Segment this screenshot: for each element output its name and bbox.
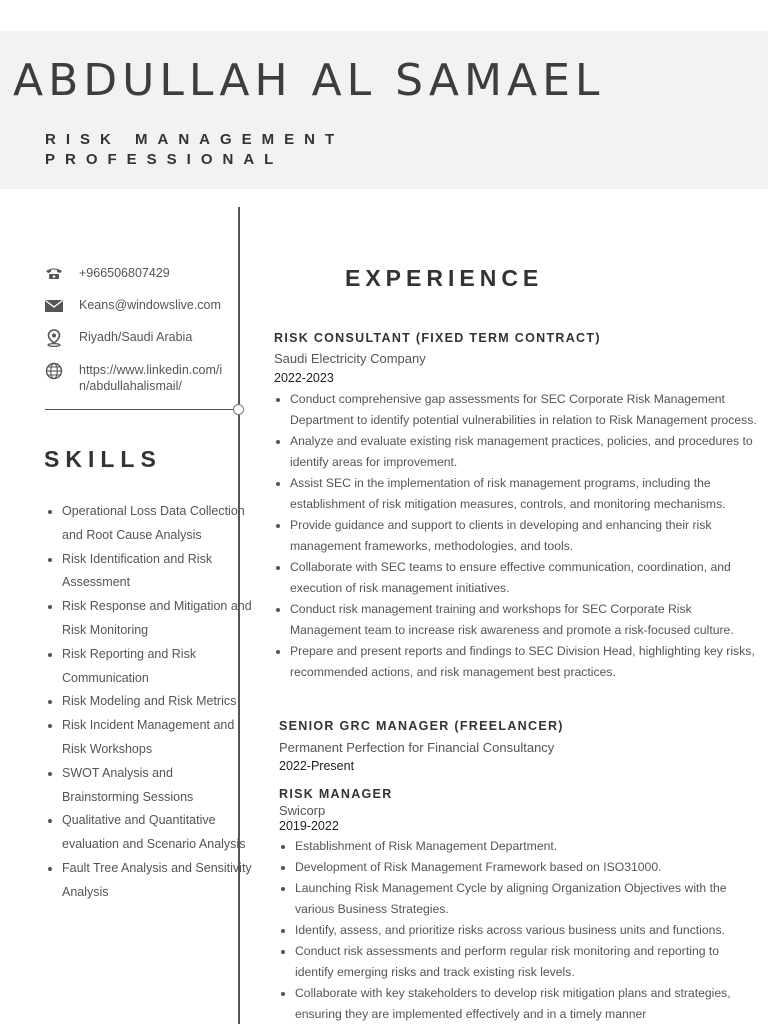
skills-list <box>44 500 252 905</box>
job-company: Swicorp <box>279 803 326 818</box>
contact-linkedin <box>44 362 234 394</box>
job-title-line-2: PROFESSIONAL <box>45 151 284 168</box>
candidate-name: ABDULLAH AL SAMAEL <box>13 55 605 106</box>
job-bullet: • Launching Risk Management Cycle by aligning Organization Objectives with the various Business Strategies. <box>295 878 759 920</box>
skill-item: • Risk Modeling and Risk Metrics <box>62 690 252 714</box>
job-bullet: • Collaborate with SEC teams to ensure effective communication, coordination, and execution of risk management initiatives. <box>290 557 759 599</box>
skill-item: • Operational Loss Data Collection and Root Cause Analysis <box>62 500 252 548</box>
job-bullet: • Analyze and evaluate existing risk management practices, policies, and procedures to identify areas for improvement. <box>290 431 759 473</box>
job-company: Permanent Perfection for Financial Consultancy <box>279 740 555 755</box>
job-bullet: • Prepare and present reports and findings to SEC Division Head, highlighting key risks, recommended actions, and risk management best practices. <box>290 641 759 683</box>
location-text: Riyadh/Saudi Arabia <box>79 330 193 344</box>
contact-email <box>44 297 234 315</box>
phone-icon <box>44 265 64 283</box>
contact-divider <box>45 409 234 410</box>
job-bullet: • Conduct comprehensive gap assessments for SEC Corporate Risk Management Department to identify potential vulnerabilities in relation to Risk Management process. <box>290 389 759 431</box>
skill-item: • Risk Reporting and Risk Communication <box>62 643 252 691</box>
job-title: RISK CONSULTANT (FIXED TERM CONTRACT) <box>274 331 601 345</box>
job-bullets <box>274 389 759 683</box>
job-bullet: • Collaborate with key stakeholders to develop risk mitigation plans and strategies, ensuring they are implemented effectively and in a timely manner <box>295 983 759 1025</box>
globe-icon <box>44 362 64 380</box>
job-title: SENIOR GRC MANAGER (FREELANCER) <box>279 719 564 733</box>
job-bullet: • Identify, assess, and prioritize risks across various business units and functions. <box>295 920 759 941</box>
job-entry-swicorp <box>279 787 759 1025</box>
email-text[interactable]: Keans@windowslive.com <box>79 298 221 312</box>
job-title-line-1: RISK MANAGEMENT <box>45 131 345 148</box>
divider-node <box>233 404 244 415</box>
map-pin-icon <box>44 329 64 347</box>
job-bullet: • Establishment of Risk Management Department. <box>295 836 759 857</box>
skill-item: • Risk Incident Management and Risk Workshops <box>62 714 252 762</box>
skill-item: • Qualitative and Quantitative evaluation and Scenario Analysis <box>62 809 252 857</box>
job-bullet: • Conduct risk management training and workshops for SEC Corporate Risk Management team to increase risk awareness and promote a risk-focused culture. <box>290 599 759 641</box>
experience-heading: EXPERIENCE <box>345 265 544 291</box>
skill-item: • Risk Identification and Risk Assessment <box>62 548 252 596</box>
job-bullet: • Assist SEC in the implementation of risk management programs, including the establishment of risk mitigation measures, controls, and monitoring mechanisms. <box>290 473 759 515</box>
contact-location <box>44 329 234 347</box>
job-dates: 2019-2022 <box>279 819 339 833</box>
skills-heading: SKILLS <box>44 446 162 472</box>
job-bullet: • Conduct risk assessments and perform regular risk monitoring and reporting to identify emerging risks and track existing risk levels. <box>295 941 759 983</box>
job-title: RISK MANAGER <box>279 787 393 801</box>
job-entry-grc <box>279 719 759 773</box>
job-dates: 2022-2023 <box>274 371 334 385</box>
job-bullets <box>279 836 759 1025</box>
job-entry-sec <box>274 331 759 683</box>
linkedin-link[interactable]: https://www.linkedin.com/in/abdullahalismail/ <box>79 363 223 393</box>
phone-text: +966506807429 <box>79 266 170 280</box>
job-bullet: • Provide guidance and support to clients in developing and enhancing their risk management frameworks, methodologies, and tools. <box>290 515 759 557</box>
skill-item: • SWOT Analysis and Brainstorming Sessions <box>62 762 252 810</box>
envelope-icon <box>44 297 64 315</box>
job-company: Saudi Electricity Company <box>274 351 426 366</box>
job-bullet: • Development of Risk Management Framework based on ISO31000. <box>295 857 759 878</box>
skill-item: • Risk Response and Mitigation and Risk Monitoring <box>62 595 252 643</box>
contact-phone <box>44 265 234 283</box>
job-dates: 2022-Present <box>279 759 355 773</box>
skill-item: • Fault Tree Analysis and Sensitivity Analysis <box>62 857 252 905</box>
